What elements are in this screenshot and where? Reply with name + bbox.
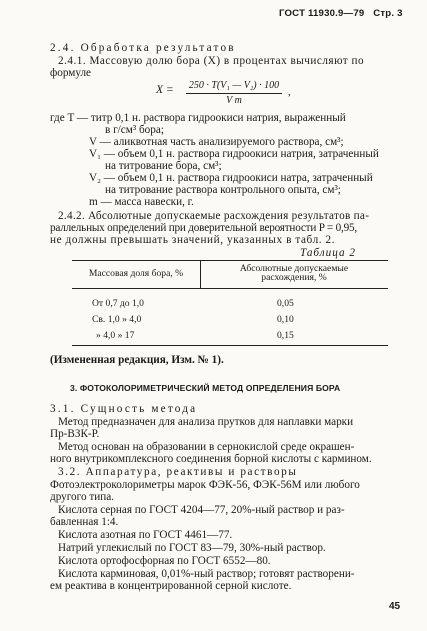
para-2-4-2-line2: раллельных определений при доверительной вероятности P = 0,95,: [50, 222, 358, 234]
para-3-2-line3: Кислота серная по ГОСТ 4204—77, 20%-ный раствор и раз-: [58, 504, 345, 516]
para-2-4-2-line1: 2.4.2. Абсолютные допускаемые расхождения результатов па-: [58, 210, 370, 222]
table-col2-header-line1: Абсолютные допускаемые: [239, 263, 349, 274]
para-3-2-line4: бавленная 1:4.: [50, 516, 119, 528]
section-heading-2-4: 2.4. Обработка результатов: [50, 42, 236, 54]
para-3-1-body2-line1: Метод основан на образовании в сернокислой среде окрашен-: [58, 441, 355, 453]
para-2-4-2-line3: не должны превышать значений, указанных в табл. 2.: [50, 234, 336, 246]
where-V1-line2: на титрование бора, см³;: [105, 160, 222, 172]
table-header-rule: [72, 288, 388, 289]
para-3-2-line7: Кислота ортофосфорная по ГОСТ 6552—80.: [58, 555, 271, 567]
fraction-bar: [186, 93, 282, 94]
table-row-2-range: Св. 1,0 » 4,0: [92, 314, 142, 325]
where-T-line1: где T — титр 0,1 н. раствора гидроокиси натрия, выраженный: [50, 112, 346, 124]
table-bottom-rule: [72, 345, 388, 346]
para-2-4-1-line2: формуле: [50, 67, 91, 79]
para-3-2-line9: ем реактива в концентрированной серной кислоте.: [50, 580, 292, 592]
formula-denominator: V m: [226, 95, 242, 106]
para-3-2-line6: Натрий углекислый по ГОСТ 83—79, 30%-ный раствор.: [58, 542, 326, 554]
table-row-3-range: » 4,0 » 17: [96, 330, 135, 341]
para-3-1-body1-line1: Метод предназначен для анализа прутков для наплавки марки: [58, 416, 354, 428]
table-row-1-range: От 0,7 до 1,0: [92, 298, 144, 309]
formula-numerator: 250 · T(V₁ — V₂) · 100: [188, 80, 280, 91]
para-3-1-body2-line2: ного внутрикомплексного соединения борной кислоты с кармином.: [50, 453, 372, 465]
where-V1-line1: V₁ — объем 0,1 н. раствора гидроокиси натрия, затраченный: [89, 148, 379, 160]
where-T-line2: в г/см³ бора;: [105, 124, 164, 136]
where-V2-line1: V₂ — объем 0,1 н. раствора гидроокиси натра, затраченный: [89, 172, 373, 184]
running-header: [279, 8, 403, 19]
para-3-1-heading: 3.1. Сущность метода: [50, 403, 198, 415]
table-col1-header: Массовая доля бора, %: [88, 268, 184, 279]
table-top-rule: [72, 260, 388, 261]
where-m: m — масса навески, г.: [89, 196, 194, 208]
where-V: V — аликвотная часть анализируемого раствора, см³;: [89, 136, 344, 148]
para-2-4-1-line1: 2.4.1. Массовую долю бора (X) в процентах вычисляют по: [58, 55, 365, 67]
formula-lhs: X =: [156, 84, 174, 96]
table-row-2-value: 0,10: [277, 314, 294, 325]
table-col2-header-line2: расхождения, %: [261, 272, 327, 283]
page-label: Стр. 3: [373, 8, 403, 19]
para-3-2-line8: Кислота карминовая, 0,01%-ный раствор; готовят растворени-: [58, 568, 355, 580]
para-3-2-line2: другого типа.: [50, 491, 114, 503]
standard-number: ГОСТ 11930.9—79: [279, 8, 365, 19]
para-3-1-body1-line2: Пр-ВЗК-Р.: [50, 428, 100, 440]
where-V2-line2: на титрование раствора контрольного опыта, см³;: [105, 184, 341, 196]
para-3-2-heading: 3.2. Аппаратура, реактивы и растворы: [58, 466, 298, 478]
amendment-note: (Измененная редакция, Изм. № 1).: [50, 354, 224, 366]
formula-tail: ,: [288, 86, 291, 98]
page-number: 45: [389, 601, 401, 612]
section-heading-3: 3. ФОТОКОЛОРИМЕТРИЧЕСКИЙ МЕТОД ОПРЕДЕЛЕНИЯ БОРА: [70, 383, 341, 393]
table-caption: Таблица 2: [300, 247, 356, 259]
para-3-2-line1: Фотоэлектроколориметры марок ФЭК-56, ФЭК-56М или любого: [50, 479, 360, 491]
para-3-2-line5: Кислота азотная по ГОСТ 4461—77.: [58, 529, 233, 541]
table-row-1-value: 0,05: [277, 298, 294, 309]
table-row-3-value: 0,15: [277, 330, 294, 341]
